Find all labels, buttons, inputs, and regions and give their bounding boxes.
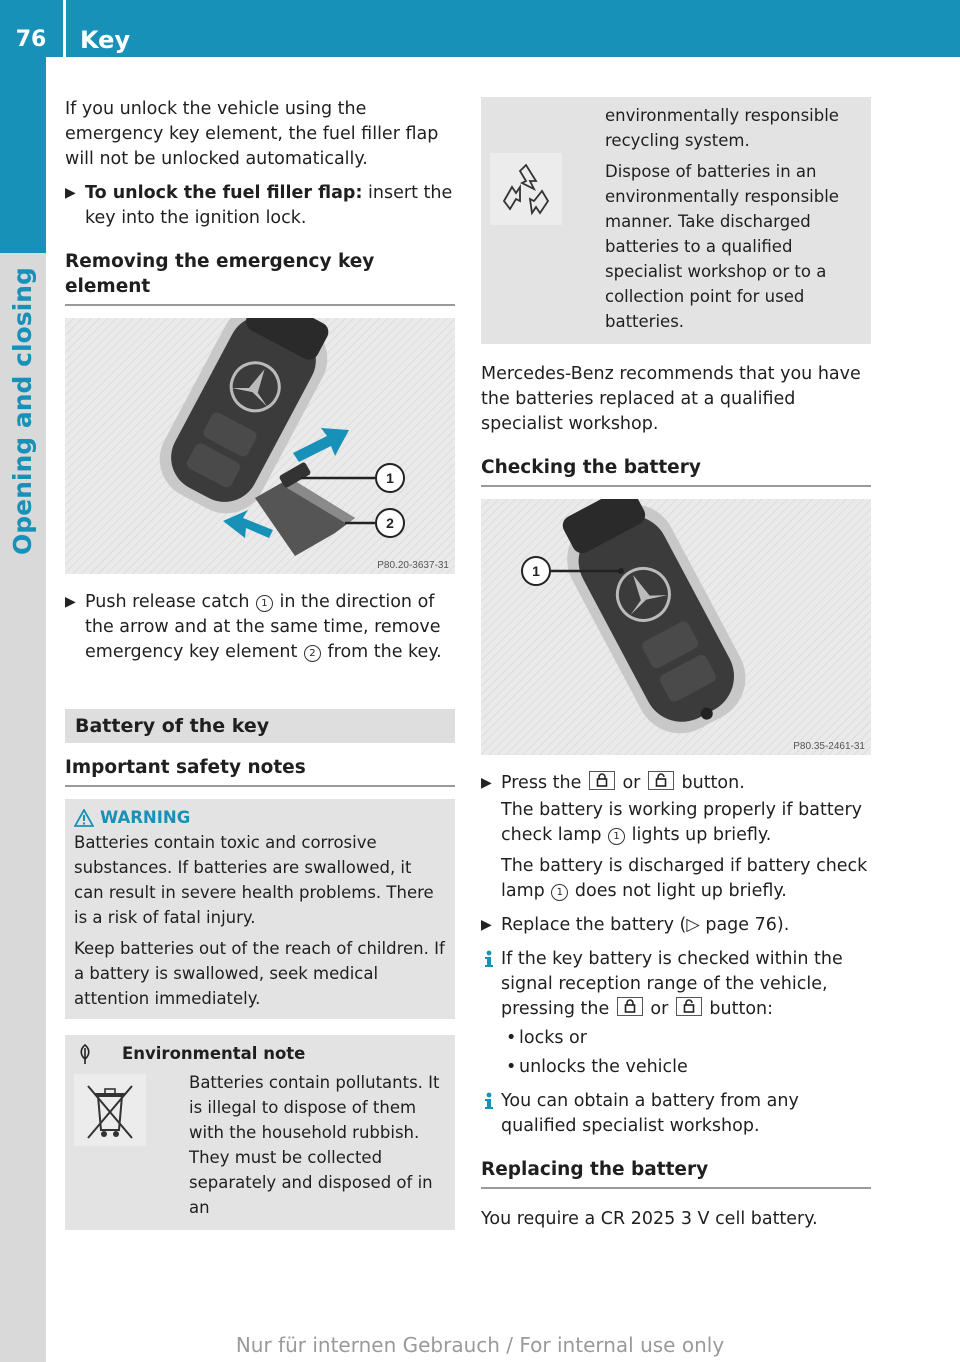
environmental-note-text: Batteries contain pollutants. It is illegal to dispose of them with the household rubbish. They must be collected separately and disposed of in an	[189, 1073, 440, 1217]
crossed-bin-icon	[74, 1074, 146, 1146]
info-icon	[481, 1092, 497, 1110]
step-arrow-icon: ▶	[65, 594, 76, 610]
heading-removing-emergency-key: Removing the emergency key element	[65, 249, 455, 306]
step-text: Push release catch	[85, 592, 255, 612]
step-text: or	[616, 773, 646, 793]
step-arrow-icon: ▶	[481, 917, 492, 933]
environment-leaf-icon	[74, 1043, 96, 1065]
callout-ref-2: 2	[304, 645, 321, 662]
step-text: The battery is discharged if battery check lamp	[501, 856, 868, 901]
unlock-button-icon	[676, 997, 702, 1016]
list-item: • unlocks the vehicle	[501, 1055, 871, 1080]
lock-button-icon	[589, 771, 615, 790]
section-heading-battery: Battery of the key	[65, 709, 455, 743]
left-column	[65, 97, 455, 1230]
callout-ref-1: 1	[256, 595, 273, 612]
step-text: button.	[675, 773, 745, 793]
environmental-note-text-2: environmentally responsible recycling system.	[605, 106, 839, 150]
battery-requirement: You require a CR 2025 3 V cell battery.	[481, 1209, 818, 1229]
step-text: Press the	[501, 773, 587, 793]
step-replace-battery	[481, 913, 871, 938]
page-title: Key	[80, 26, 131, 54]
recommendation-paragraph: Mercedes-Benz recommends that you have the batteries replaced at a qualified specialist workshop.	[481, 364, 861, 434]
environmental-note-box	[65, 1035, 455, 1230]
step-text: insert the key into the ignition lock.	[85, 183, 453, 228]
step-text: from the key.	[321, 642, 442, 662]
page-number: 76	[15, 27, 47, 52]
right-column	[481, 97, 871, 1241]
figure-code: P80.20-3637-31	[377, 560, 449, 571]
step-push-release-catch	[65, 590, 455, 665]
page-header	[0, 0, 960, 57]
step-text: in the direction of the arrow and at the same time, remove emergency key element	[85, 592, 441, 662]
step-text: does not light up briefly.	[569, 881, 787, 901]
step-text: lights up briefly.	[626, 825, 772, 845]
note-text: You can obtain a battery from any qualified specialist workshop.	[501, 1091, 799, 1136]
callout-2: 2	[386, 515, 394, 531]
footer-watermark: Nur für internen Gebrauch / For internal use only	[235, 1333, 725, 1357]
intro-paragraph: If you unlock the vehicle using the emergency key element, the fuel filler flap will not be unlocked automatically.	[65, 99, 439, 169]
key-battery-check-illustration	[481, 499, 871, 755]
side-tab-accent	[0, 57, 46, 253]
environmental-note-text-3: Dispose of batteries in an environmentally responsible manner. Take discharged batteries to a qualified specialist workshop or to a collection point for used batteries.	[605, 162, 839, 331]
list-item: • locks or	[501, 1026, 871, 1051]
heading-replacing-battery: Replacing the battery	[481, 1157, 871, 1189]
environmental-note-title: Environmental note	[122, 1044, 306, 1063]
heading-checking-battery: Checking the battery	[481, 455, 871, 487]
callout-ref-1: 1	[551, 884, 568, 901]
side-tab-label	[8, 267, 38, 585]
warning-title: WARNING	[100, 808, 191, 827]
note-text: If the key battery is checked within the signal reception range of the vehicle, pressing the	[501, 949, 843, 1019]
chapter-label: Opening and closing	[8, 267, 37, 555]
environmental-note-continued	[481, 97, 871, 344]
warning-triangle-icon	[74, 809, 94, 827]
page-reference-link[interactable]: Replace the battery (▷ page 76).	[501, 915, 790, 935]
note-text: button:	[703, 999, 774, 1019]
callout-1: 1	[386, 470, 394, 486]
step-unlock-fuel-flap	[65, 181, 455, 231]
key-removal-illustration	[65, 318, 455, 574]
heading-safety-notes: Important safety notes	[65, 755, 455, 787]
info-icon	[481, 950, 497, 968]
callout-ref-1: 1	[608, 828, 625, 845]
unlock-button-icon	[648, 771, 674, 790]
step-arrow-icon: ▶	[481, 775, 492, 791]
figure-code: P80.35-2461-31	[793, 741, 865, 752]
step-arrow-icon: ▶	[65, 185, 76, 201]
lock-button-icon	[617, 997, 643, 1016]
step-text: The battery is working properly if battery check lamp	[501, 800, 862, 845]
figure-battery-check	[481, 499, 871, 755]
step-label: To unlock the fuel filler flap:	[85, 183, 363, 203]
header-divider	[63, 0, 66, 57]
recycling-icon	[490, 153, 562, 225]
info-note-obtain-battery	[481, 1089, 871, 1139]
step-press-button	[481, 771, 871, 904]
callout-1: 1	[532, 563, 540, 579]
warning-text-2: Keep batteries out of the reach of children. If a battery is swallowed, seek medical attention immediately.	[74, 939, 445, 1008]
warning-box	[65, 799, 455, 1019]
note-text: or	[644, 999, 674, 1019]
warning-text-1: Batteries contain toxic and corrosive substances. If batteries are swallowed, it can result in severe health problems. There is a risk of fatal injury.	[74, 833, 434, 927]
figure-emergency-key	[65, 318, 455, 574]
info-note-signal-range	[481, 947, 871, 1080]
